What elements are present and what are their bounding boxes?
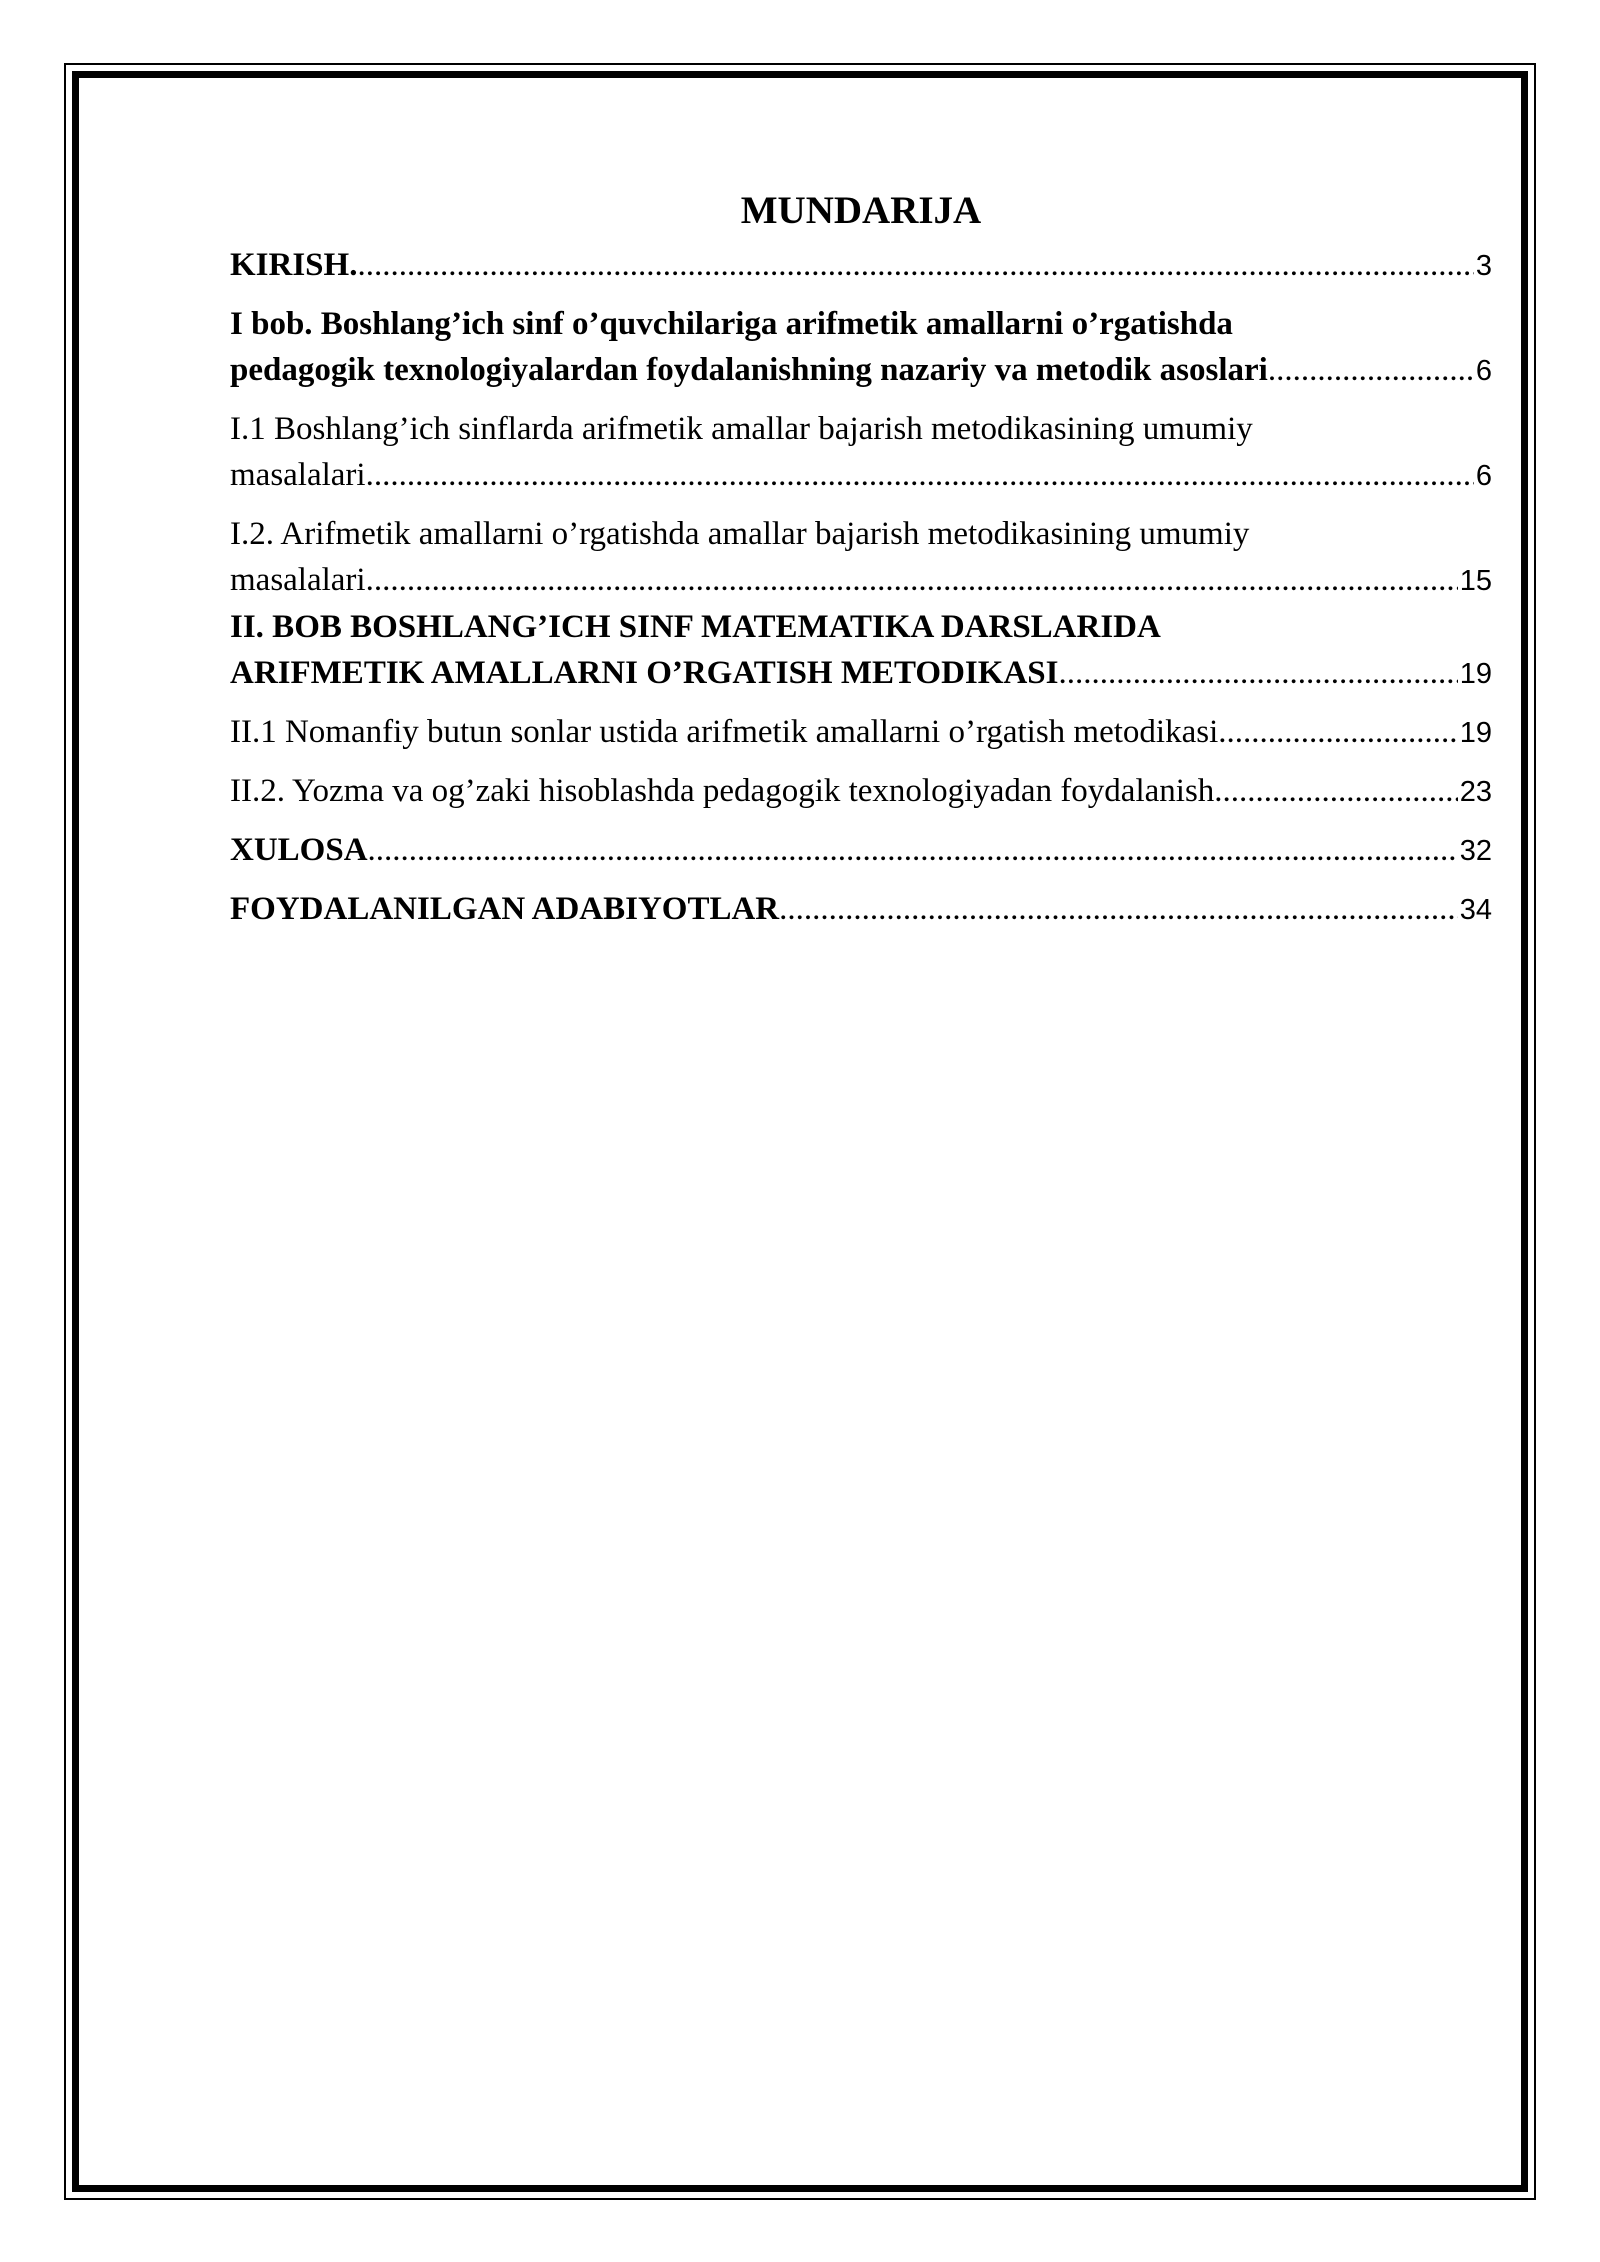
toc-entry-label: pedagogik texnologiyalardan foydalanishning nazariy va metodik asoslari — [230, 352, 1268, 388]
toc-entry-label: ARIFMETIK AMALLARNI O’RGATISH METODIKASI — [230, 655, 1059, 691]
table-of-contents — [230, 180, 1492, 933]
toc-page-number: 19 — [1459, 717, 1492, 749]
dot-leader — [1214, 768, 1457, 814]
toc-entry-section-2-1[interactable] — [230, 709, 1492, 756]
toc-entry-label: I.2. Arifmetik amallarni o’rgatishda amallar bajarish metodikasining umumiy — [230, 516, 1250, 552]
dot-leader — [779, 886, 1458, 932]
toc-entry-section-2-2[interactable] — [230, 768, 1492, 815]
toc-entry-kirish[interactable] — [230, 242, 1492, 289]
toc-entry-section-1-2[interactable] — [230, 511, 1492, 604]
toc-entry-label: masalalari — [230, 562, 366, 598]
dot-leader — [1218, 709, 1457, 755]
toc-page-number: 19 — [1459, 658, 1492, 690]
toc-entry-chapter-1[interactable] — [230, 301, 1492, 394]
toc-entry-label: KIRISH. — [230, 247, 358, 283]
toc-entry-label: FOYDALANILGAN ADABIYOTLAR — [230, 891, 780, 927]
dot-leader — [366, 557, 1458, 603]
toc-title: MUNDARIJA — [740, 189, 982, 232]
dot-leader — [1058, 650, 1457, 696]
dot-leader — [368, 827, 1458, 873]
toc-entry-label: II.1 Nomanfiy butun sonlar ustida arifmetik amallarni o’rgatish metodikasi — [230, 714, 1219, 750]
toc-entry-label: II.2. Yozma va og’zaki hisoblashda pedagogik texnologiyadan foydalanish — [230, 773, 1215, 809]
dot-leader — [1268, 347, 1474, 393]
toc-page-number: 23 — [1459, 776, 1492, 808]
toc-entry-section-1-1[interactable] — [230, 406, 1492, 499]
toc-page-number: 6 — [1475, 460, 1492, 492]
toc-entry-xulosa[interactable] — [230, 827, 1492, 874]
toc-page-number: 32 — [1459, 835, 1492, 867]
toc-page-number: 15 — [1459, 565, 1492, 597]
dot-leader — [366, 452, 1474, 498]
toc-entry-chapter-2[interactable] — [230, 604, 1492, 697]
dot-leader — [357, 242, 1473, 288]
toc-entry-bibliography[interactable] — [230, 886, 1492, 933]
toc-entry-label: II. BOB BOSHLANG’ICH SINF MATEMATIKA DARSLARIDA — [230, 609, 1161, 645]
toc-page-number: 6 — [1475, 355, 1492, 387]
toc-page-number: 34 — [1459, 894, 1492, 926]
toc-entry-label: masalalari — [230, 457, 366, 493]
toc-entry-label: I.1 Boshlang’ich sinflarda arifmetik amallar bajarish metodikasining umumiy — [230, 411, 1253, 447]
toc-entry-label: XULOSA — [230, 832, 368, 868]
toc-entry-label: I bob. Boshlang’ich sinf o’quvchilariga arifmetik amallarni o’rgatishda — [230, 306, 1233, 342]
toc-page-number: 3 — [1475, 250, 1492, 282]
